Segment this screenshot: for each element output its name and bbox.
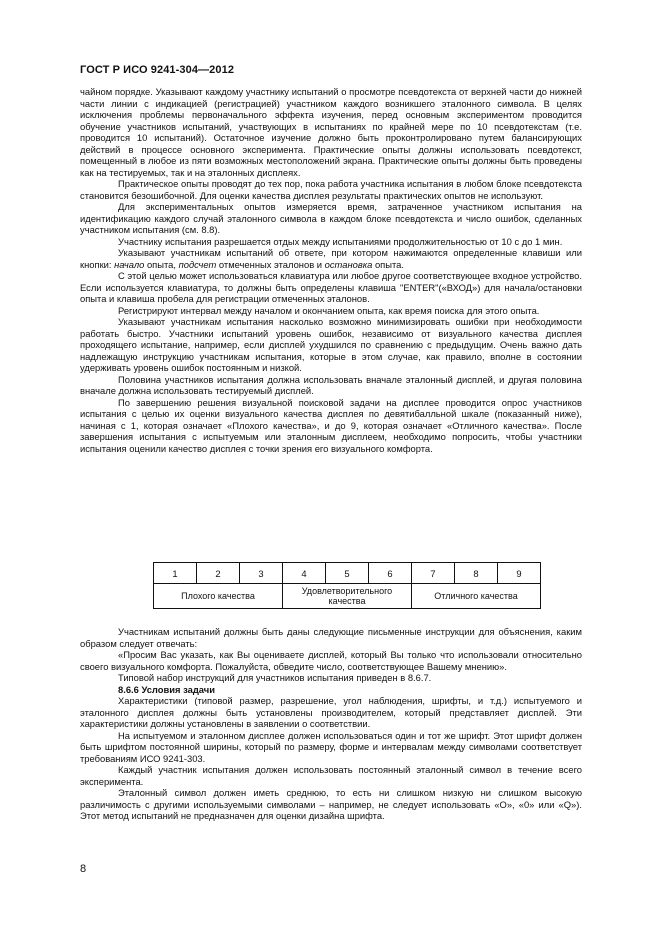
paragraph: На испытуемом и эталонном дисплее должен использоваться один и тот же шрифт. Этот шрифт должен быть шрифтом постоянной ширины, который по размеру, форме и интервалам между символами соответствует требованиям ИСО 9241-303. [80,729,582,764]
rating-scale-labels [154,584,541,609]
term-start: начало [114,258,145,270]
scale-label-poor: Плохого качества [154,584,283,609]
scale-number: 8 [455,563,498,584]
paragraph: Типовой набор инструкций для участников испытания приведен в 8.6.7. [118,672,432,683]
rating-scale-table [153,562,541,609]
paragraph: Для экспериментальных опытов измеряется время, затраченное участником испытания на идентификацию каждого случай эталонного символа в каждом блоке псевдотекста и число ошибок, сделанных участником испытания (см. 8.8). [80,201,582,235]
paragraph: По завершению решения визуальной поисковой задачи на дисплее проводится опрос участников испытания с целью их оценки визуального качества дисплея по девятибалльной шкале (показанный ниже), начиная с 1, которая означает «Плохого качества», и до 9, которая означает «Отличного качества». После завершения испытания с испытуемым или эталонным дисплеем, необходимо попросить, чтобы участники испытания оценили качество дисплея с точки зрения его визуального комфорта. [80,396,582,454]
scale-number: 7 [412,563,455,584]
paragraph: Участнику испытания разрешается отдых между испытаниями продолжительностью от 10 с до 1 мин. [118,235,563,247]
scale-number: 2 [197,563,240,584]
term-stop: остановка [324,258,373,270]
rating-scale-numbers [154,563,541,584]
paragraph-keys [80,247,582,270]
scale-label-satisfactory: Удовлетворительного качества [283,584,412,609]
scale-number: 6 [369,563,412,584]
paragraph: Характеристики (типовой размер, разрешение, угол наблюдения, шрифты, и т.д.) испытуемого и эталонного дисплея должны быть установлены производителем, который представляет дисплей. Эти характеристики должны установлены в заявлении о соответствии. [80,695,582,729]
scale-number: 3 [240,563,283,584]
paragraph: Эталонный символ должен иметь среднюю, то есть ни слишком низкую ни слишком высокую различимость с другими используемыми символами – например, не следует использовать «О», «0» или «Q»). Этот метод испытаний не предназначен для оценки дизайна шрифта. [80,787,582,821]
paragraph: чайном порядке. Указывают каждому участнику испытаний о просмотре псевдотекста от верхней части до нижней части линии с индикацией (регистрацией) участником каждого возникшего эталонного символа. В целях исключения проблемы первоначального эффекта изучения, перед основным экспериментом проводится обучение участников испытаний, участвующих в испытаниях по крайней мере по 10 псевдотекстам (т.е. проводится 10 испытаний). Остаточное изучение должно быть проконтролировано путем балансирующих действий в процессе основного эксперимента. Практические опыты должны использовать псевдотекст, помещенный в любое из пяти возможных местоположений экрана. Практические опыты должны быть проведены как на тестируемых, так и на эталонных дисплеях. [80,86,582,178]
paragraph: Регистрируют интервал между началом и окончанием опыта, как время поиска для этого опыта. [118,304,540,316]
scale-number: 5 [326,563,369,584]
quoted-instruction: «Просим Вас указать, как Вы оцениваете дисплей, который Вы только что использовали относительно своего визуального комфорта. Пожалуйста, обведите число, соответствующее Вашему мнению». [80,649,582,672]
text-run: опыта. [372,258,404,270]
scale-number: 9 [498,563,541,584]
section-heading: 8.6.6 Условия задачи [118,683,215,695]
page-number: 8 [80,863,87,875]
scale-label-excellent: Отличного качества [412,584,541,609]
scale-number: 4 [283,563,326,584]
text-run: отмеченных эталонов и [216,258,325,270]
paragraph: Практическое опыты проводят до тех пор, пока работа участника испытания в любом блоке псевдотекста становится безошибочной. Для оценки качества дисплея результаты практических опытов не используют. [80,178,582,201]
text-run: опыта, [144,258,179,270]
document-body [80,86,582,454]
paragraph: С этой целью может использоваться клавиатура или любое другое соответствующее входное устройство. Если используется клавиатура, то должны быть определены клавиша "ENTER"(«ВХОД») для начала/остановки опыта и клавиша пробела для регистрации отмеченных эталонов. [80,270,582,304]
scale-number: 1 [154,563,197,584]
paragraph: Половина участников испытания должна использовать вначале эталонный дисплей, и другая половина вначале должна использовать тестируемый дисплей. [80,373,582,396]
document-body-lower [80,626,582,822]
term-count: подсчет [178,258,217,270]
paragraph: Каждый участник испытания должен использовать постоянный эталонный символ в течение всего эксперимента. [80,764,582,787]
text-run: Указывают участникам испытаний об ответе, при котором нажимаются определенные клавиши или кнопки: [80,247,582,270]
document-header: ГОСТ Р ИСО 9241-304—2012 [80,64,235,76]
paragraph: Участникам испытаний должны быть даны следующие письменные инструкции для объяснения, каким образом следует отвечать: [80,626,582,649]
paragraph: Указывают участникам испытания насколько возможно минимизировать ошибки при необходимости работать быстро. Участники испытаний уровень ошибок, независимо от визуального качества дисплея проходящего испытание, например, если дисплей ухудшился по сравнению с предыдущим. Очень важно дать надлежащую инструкцию участникам испытания, которые в этом случае, как правило, вполне в состоянии удерживать уровень ошибок постоянным и низкой. [80,316,582,373]
